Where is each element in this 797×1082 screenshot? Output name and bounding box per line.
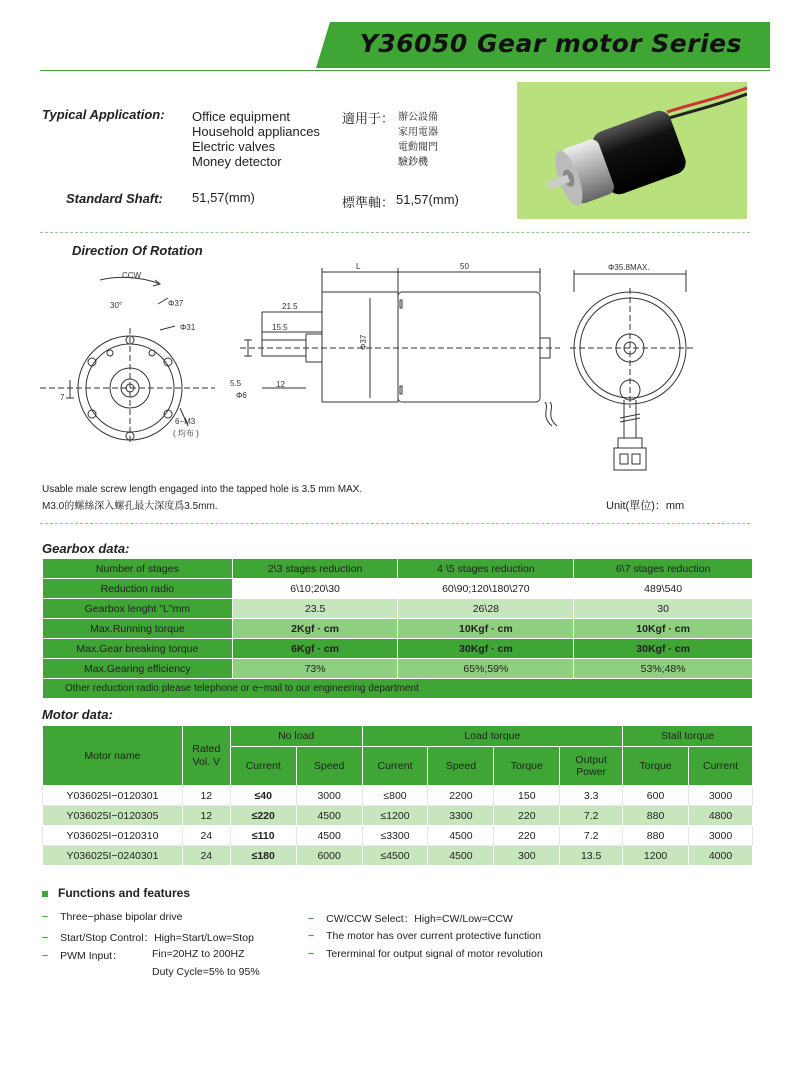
table-cell: 4500 [428,826,494,846]
feature-subitem: Fin=20HZ to 200HZ [152,948,245,960]
page-title: Y36050 Gear motor Series [359,29,742,58]
feature-item [42,948,123,963]
table-cell: 300 [494,846,560,866]
table-row [43,619,753,639]
column-header: Current [689,746,753,785]
table-row [43,846,753,866]
table-cell: 12 [182,806,230,826]
table-cell: ≤3300 [362,826,428,846]
table-cell: 880 [623,826,689,846]
column-group-header: Stall torque [623,726,753,747]
table-cell: 220 [494,806,560,826]
table-cell: Y036025I−0120301 [43,786,183,806]
table-cell: 220 [494,826,560,846]
feature-text: PWM Input： [60,950,123,962]
table-row [43,806,753,826]
table-cell: 26\28 [398,599,574,619]
dash-bullet-icon: − [42,911,49,923]
table-cell: 12 [182,786,230,806]
feature-item [308,948,543,960]
shaft-label: Standard Shaft: [66,191,163,206]
application-cn-item: 家用電器 [398,127,438,138]
table-cell: 30Kgf · cm [574,639,753,659]
technical-drawing [40,258,760,486]
column-header: Output Power [560,746,623,785]
table-row [43,786,753,806]
screw-note-en: Usable male screw length engaged into the tapped hole is 3.5 mm MAX. [42,484,363,495]
table-cell: Y036025I−0240301 [43,846,183,866]
label-7: 7 [60,393,65,402]
table-cell: 3000 [689,786,753,806]
table-cell: 489\540 [574,579,753,599]
label-30deg: 30° [110,301,123,310]
application-cn-item: 驗鈔機 [398,157,428,168]
application-label: Typical Application: [42,107,165,122]
table-cell: 10Kgf · cm [398,619,574,639]
table-cell: 4800 [689,806,753,826]
table-cell: 1200 [623,846,689,866]
table-cell: 10Kgf · cm [574,619,753,639]
motor-table [42,725,753,866]
label-12: 12 [276,380,285,389]
table-cell: 4000 [689,846,753,866]
table-cell: ≤1200 [362,806,428,826]
application-item: Office equipment [192,109,291,124]
table-cell: 53%;48% [574,659,753,679]
table-cell: ≤110 [230,826,296,846]
table-cell: ≤4500 [362,846,428,866]
unit-label: Unit(單位)：mm [606,500,685,512]
gearbox-footer-note: Other reduction radio please telephone or e−mail to our engineering department [43,679,753,699]
column-group-header: Load torque [362,726,623,747]
row-header: Max.Gear breaking torque [43,639,233,659]
gearbox-title: Gearbox data: [42,541,130,556]
application-item: Household appliances [192,124,320,139]
feature-text: Start/Stop Control：High=Start/Low=Stop [60,932,254,944]
table-footer-row [43,679,753,699]
table-cell: 30 [574,599,753,619]
feature-text: CW/CCW Select：High=CW/Low=CCW [326,913,513,925]
application-cn-list [398,110,438,170]
table-cell: 24 [182,846,230,866]
label-d37-vertical: Φ37 [359,334,368,350]
section-divider [40,232,750,233]
title-rule [40,70,770,71]
column-header: Number of stages [43,559,233,579]
application-cn-item: 電動閥門 [398,142,438,153]
feature-text: Three−phase bipolar drive [60,911,183,923]
screw-note-cn: M3.0的螺絲深入螺孔最大深度爲3.5mm. [42,501,218,512]
table-cell: 3000 [689,826,753,846]
table-row [43,579,753,599]
dash-bullet-icon: − [308,930,315,942]
column-header: Current [230,746,296,785]
label-d6: Φ6 [236,391,247,400]
table-cell: 3.3 [560,786,623,806]
column-header: Rated Vol. V [182,726,230,786]
table-row [43,826,753,846]
table-cell: 4500 [428,846,494,866]
column-header: Speed [428,746,494,785]
table-cell: 3300 [428,806,494,826]
dash-bullet-icon: − [308,948,315,960]
label-ccw: CCW [122,271,142,280]
table-cell: 3000 [296,786,362,806]
label-m3-cn: ( 均布 ) [173,429,199,438]
row-header: Max.Gearing efficiency [43,659,233,679]
shaft-cn-label: 標準軸： [342,195,395,210]
title-banner [330,22,770,68]
table-cell: 7.2 [560,806,623,826]
table-cell: ≤800 [362,786,428,806]
application-list [192,109,320,169]
label-L: L [356,262,361,271]
application-cn-label: 適用于： [342,111,395,126]
application-item: Electric valves [192,139,276,154]
table-cell: 2200 [428,786,494,806]
column-header: Torque [623,746,689,785]
label-50: 50 [460,262,469,271]
label-5-5: 5.5 [230,379,242,388]
feature-item [308,911,513,926]
label-d31: Φ31 [180,323,196,332]
product-photo [517,82,747,219]
table-cell: 2Kgf · cm [232,619,398,639]
feature-item [42,930,254,945]
table-cell: 30Kgf · cm [398,639,574,659]
table-cell: 65%;59% [398,659,574,679]
table-cell: 6\10;20\30 [232,579,398,599]
features-title-text: Functions and features [58,886,191,900]
table-cell: 150 [494,786,560,806]
table-cell: 6Kgf · cm [232,639,398,659]
section-divider [40,523,750,524]
column-header: Torque [494,746,560,785]
row-header: Max.Running torque [43,619,233,639]
table-row [43,639,753,659]
table-header-row [43,559,753,579]
column-header: Current [362,746,428,785]
gearbox-table [42,558,753,699]
table-cell: 23.5 [232,599,398,619]
table-header-row [43,726,753,747]
column-group-header: No load [230,726,362,747]
table-cell: 73% [232,659,398,679]
feature-text: Tererminal for output signal of motor revolution [326,948,543,960]
table-cell: 6000 [296,846,362,866]
dash-bullet-icon: − [42,950,49,962]
label-d35-8: Φ35.8MAX. [608,263,650,272]
motor-title: Motor data: [42,707,113,722]
label-6m3: 6−M3 [175,417,196,426]
table-cell: Y036025I−0120310 [43,826,183,846]
table-cell: 60\90;120\180\270 [398,579,574,599]
feature-item [42,911,182,923]
table-row [43,659,753,679]
label-15-5: 15.5 [272,323,288,332]
label-d37: Φ37 [168,299,184,308]
column-header: 4 \5 stages reduction [398,559,574,579]
table-cell: 600 [623,786,689,806]
label-21-5: 21.5 [282,302,298,311]
dash-bullet-icon: − [308,913,315,925]
row-header: Reduction radio [43,579,233,599]
shaft-value: 51,57(mm) [192,190,255,205]
bullet-square-icon [42,891,48,897]
column-header: 6\7 stages reduction [574,559,753,579]
table-row [43,599,753,619]
application-cn-item: 辦公設備 [398,112,438,123]
feature-item [308,930,541,942]
table-cell: 4500 [296,826,362,846]
table-cell: 7.2 [560,826,623,846]
application-item: Money detector [192,154,282,169]
column-header: 2\3 stages reduction [232,559,398,579]
table-cell: ≤40 [230,786,296,806]
feature-text: The motor has over current protective function [326,930,541,942]
table-cell: 24 [182,826,230,846]
table-cell: ≤180 [230,846,296,866]
table-cell: ≤220 [230,806,296,826]
feature-subitem: Duty Cycle=5% to 95% [152,966,260,978]
shaft-cn-value: 51,57(mm) [396,192,459,207]
table-cell: 4500 [296,806,362,826]
rotation-title: Direction Of Rotation [72,243,203,258]
column-header: Speed [296,746,362,785]
dash-bullet-icon: − [42,932,49,944]
row-header: Gearbox lenght "L"mm [43,599,233,619]
table-cell: 13.5 [560,846,623,866]
column-header: Motor name [43,726,183,786]
features-title [42,886,190,900]
table-cell: Y036025I−0120305 [43,806,183,826]
table-cell: 880 [623,806,689,826]
